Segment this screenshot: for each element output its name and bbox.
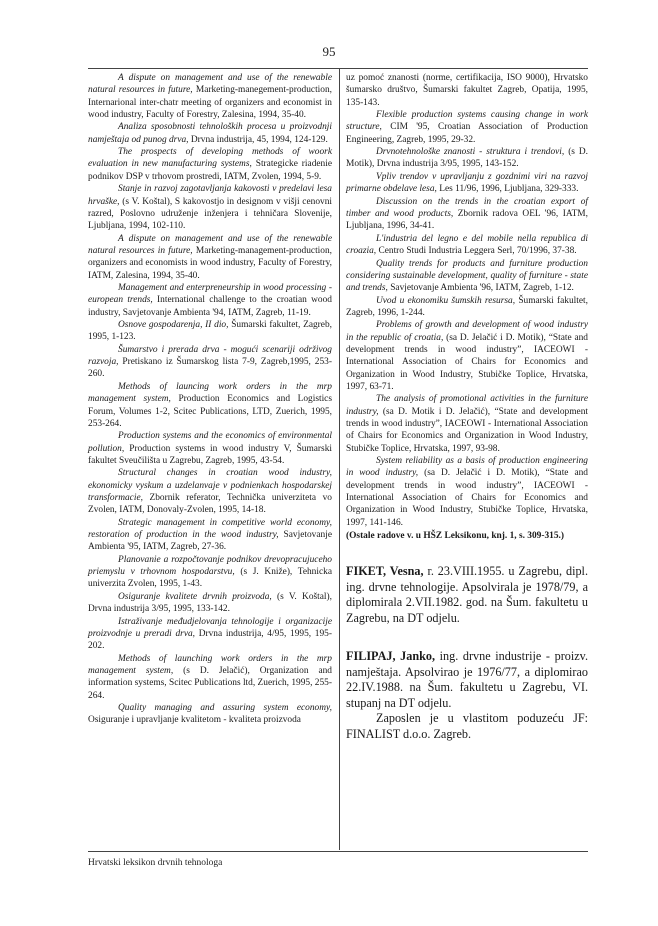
bibliography-entry [346,109,588,146]
entry-title: Istraživanje međudjelovanja tehnologije i organizacije proizvodnje u preradi drva, [88,616,332,639]
entry-title: A dispute on management and use of the renewable natural resources in future, [88,233,332,256]
bibliography-entry [346,146,588,171]
bibliography-entry [88,146,332,183]
entry-text: Osiguranje i upravljanje kvalitetom - kvaliteta proizvoda [88,715,301,726]
entry-title: Šumarstvo i prerada drva - mogući scenariji održivog razvoja, [88,344,332,368]
entry-text: (s D. Motik), Drvna industrija 3/95, 1995, 143-152. [346,147,588,170]
bibliography-entry [346,196,588,233]
entry-title: The prospects of developing methods of woork evaluation in new manufacturing systems, [88,147,332,170]
entry-text: Šumarski fakultet, Zagreb, 1995, 1-123. [88,320,332,343]
entry-text: Les 11/96, 1996, Ljubljana, 329-333. [436,184,579,195]
entry-text: Drvna industrija, 45, 1994, 124-129. [188,134,328,145]
bibliography-entry [88,183,332,232]
bibliography-entry [346,72,588,109]
bibliography-entry [88,653,332,702]
entry-text: Centro Studi Industria Leggera Serl, 70/1996, 37-38. [376,246,577,257]
footer: Hrvatski leksikon drvnih tehnologa [88,858,223,868]
entry-title: Management and enterpreneurship in wood processing - european trends, [88,282,332,306]
entry-title: Production systems and the economics of environmental pollution, [88,431,332,454]
entry-title: L'industria del legno e del mobile nella republica di croazia, [346,233,588,257]
entry-text: (s D. Jelačić), Organization and information systems, Scitec Publications ltd, Zuerich, 1995, 255-264. [88,666,332,701]
entry-title: Analiza sposobnosti tehnoloških procesa u proizvodnji namještaja od punog drva, [88,122,332,145]
bio-fiket-text: r. 23.VIII.1955. u Zagrebu, dipl. ing. drvne tehnologije. Apsolvirala je 1978/79, a diplomirala 2.VII.1982. god. na Šum. fakultetu u Zagrebu, na DT odjelu. [346,564,588,625]
bibliography-entry [88,430,332,467]
bibliography-entry [88,121,332,146]
entry-title: Vpliv trendov v upravljanju z gozdnimi viri na razvoj primarne obdelave lesa, [346,171,588,195]
entry-title: Osiguranje kvalitete drvnih proizvoda, [118,591,272,602]
entry-text: Pretiskano iz Šumarskog lista 7-9, Zagreb,1995, 253-260. [88,357,332,380]
entry-text: Savjetovanje Ambienta '96, IATM, Zagreb, 1-12. [387,283,574,294]
entry-title: The analysis of promotional activities in the furniture industry, [346,394,588,417]
bibliography-entry [346,393,588,454]
entry-text: International challenge to the croatian wood industry, Savjetovanje Ambienta '94, IATM, Zagreb, 11-19. [88,295,332,318]
bibliography-entry [88,702,332,727]
entry-title: Quality trends for products and furniture production considering sustainable development, quality of furniture - state and trends, [346,258,588,294]
other-works-note: (Ostale radove v. u HŠZ Leksikonu, knj. 1, s. 309-315.) [346,530,564,541]
left-column [88,72,332,727]
entry-text: Marketing-management-production, organizers and economists in wood industry, Faculty of Forestry, IATM, Zalesina, 1994, 35-40. [88,245,333,281]
page-number: 95 [322,44,336,59]
entry-title: Drvnotehnološke znanosti - struktura i trendovi, [376,147,565,158]
entry-text: Production systems in wood industry V, Šumarski fakultet Sveučilišta u Zagrebu, Zagreb, 1995, 43-54. [88,443,332,466]
entry-text: uz pomoć znanosti (norme, certifikacija, ISO 9000), Hrvatsko šumarsko društvo, Šumarski fakultet Zagreb, Opatija, 1995, 135-143. [346,73,588,108]
entry-title: A dispute on management and use of the renewable natural resources in future, [88,73,332,96]
bibliography-entry [88,233,332,282]
bibliography-entry [88,591,332,616]
entry-text: Šumarski fakultet, Zagreb, 1996, 1-244. [346,295,588,318]
bibliography-entry [346,233,588,258]
entry-title: Methods of launching work orders in the mrp management system, [88,653,332,677]
bibliography-entry [88,616,332,653]
column-divider [339,69,340,850]
bibliography-entry [346,258,588,295]
entry-title: Structural changes in croatian wood industry, ekonomicky vyskum a uzdelanvaje v podnienkach hospodarskej transformacie, [88,468,332,503]
bibliography-entry [88,517,332,554]
bibliography-entry [88,72,332,121]
bibliography-entry [346,295,588,320]
bottom-rule [88,851,588,852]
bio-filipaj-employment: Zaposlen je u vlastitom poduzeću JF: FINALIST d.o.o. Zagreb. [346,711,588,741]
bibliography-entry [88,381,332,430]
entry-title: System reliability as a basis of production engineering in wood industry, [346,456,588,479]
entry-text: (sa D. Jelačić i D. Motik), “State and development trends in wood industry”, IACEOWI - International Association of Chairs for Economics and Organization in Wood Industry, Stubičke Toplice, Hrvatska, 1997, 63-71. [346,332,588,392]
bibliography-entry [88,467,332,516]
entry-text: (s V. Koštal), S kakovostjo in designom v višji cenovni razred, Poslovno udruženje inženjera i tehničara Slovenije, Ljubljana, 1994, 102-110. [88,196,332,232]
entry-title: Uvod u ekonomiku šumskih resursa, [376,295,516,306]
right-entries [346,72,588,529]
bio-filipaj [346,649,588,711]
entry-text: Marketing-manegement-production, Internarional inter-chatr meeting of organizers and economist in wood industry, Faculty of Forestry, Zalesina, 1994, 35-40. [88,85,333,120]
entry-text: Savjetovanje Ambienta '95, IATM, Zagreb, 27-36. [88,530,332,553]
bibliography-entry [88,319,332,344]
entry-title: Problems of growth and development of wood industry in the republic of croatia, [346,320,588,343]
entry-title: Quality managing and assuring system economy, [118,703,332,714]
bio-filipaj-text: ing. drvne industrije - proizv. namještaja. Apsolvirao je 1976/77, a diplomirao 22.IV.1988. na Šum. fakultetu u Zagrebu, VI. stupanj na DT odjelu. [346,649,588,710]
entry-title: Stanje in razvoj zagotavljanja kakovosti v predelavi lesa hrvaške, [88,184,332,207]
entry-text: (sa D. Jelačić i D. Motik), “State and development trends in wood industry”, IACEOWI - International Association of Chairs for Economics and Organization in Wood Industry, Stubičke Toplice, Hrvatska, 1997, 141-146. [346,468,588,528]
entry-title: Strategic management in competitive world economy, restoration of production in the wood industry, [88,517,332,541]
entry-title: Methods of launcing work orders in the mrp management system, [88,381,332,405]
entry-text: (s V. Koštal), Drvna industrija 3/95, 1995, 133-142. [88,591,332,615]
entry-text: Strategicke riadenie podnikov DSP v trhovom prostredi, IATM, Zvolen, 1994, 5-9. [88,159,332,182]
bibliography-entry [346,319,588,393]
top-rule [88,68,588,69]
bibliography-entry [88,554,332,591]
right-column [346,72,588,742]
bibliography-entry [346,171,588,196]
entry-text: (sa D. Motik i D. Jelačić), “State and development trends in wood industry”, IACEOWI - International Association of Chairs for Economics and Organization in Wood Industry, Stubičke Toplice, Hrvatska, 1997, 93-98. [346,406,588,454]
entry-title: Discussion on the trends in the croatian export of timber and wood products, [346,196,588,220]
bibliography-entry [88,282,332,319]
bibliography-entry [346,455,588,529]
entry-title: Flexible production systems causing change in work structure, [346,110,588,133]
entry-title: Osnove gospodarenja, II dio, [118,320,229,331]
bibliography-entry [88,344,332,381]
entry-text: (s J. Kniže), Tehnicka univerzita Zvolen, 1995, 1-43. [88,567,332,590]
entry-text: Production Economics and Logistics Forum, Volumes 1-2, Scitec Publications, LTD, Zuerich, 1995, 253-264. [88,394,332,429]
entry-text: CIM '95, Croatian Association of Production Engineering, Zagreb, 1995, 29-32. [346,122,588,145]
entry-text: Zbornik referator, Technička univerziteta vo Zvolen, IATM, Donovaly-Zvolen, 1995, 14-18. [88,492,332,516]
entry-text: Zbornik radova OEL '96, IATM, Ljubljana, 1996, 34-41. [346,209,588,232]
bio-fiket-name: FIKET, Vesna, [346,564,424,579]
entry-text: Drvna industrija, 4/95, 1995, 195-202. [88,628,332,652]
bio-filipaj-name: FILIPAJ, Janko, [346,649,436,664]
entry-title: Planovanie a rozpočtovanje podnikov drevopracujuceho priemyslu v trhovnom hospodarstvu, [88,554,332,578]
bio-fiket [346,564,588,626]
